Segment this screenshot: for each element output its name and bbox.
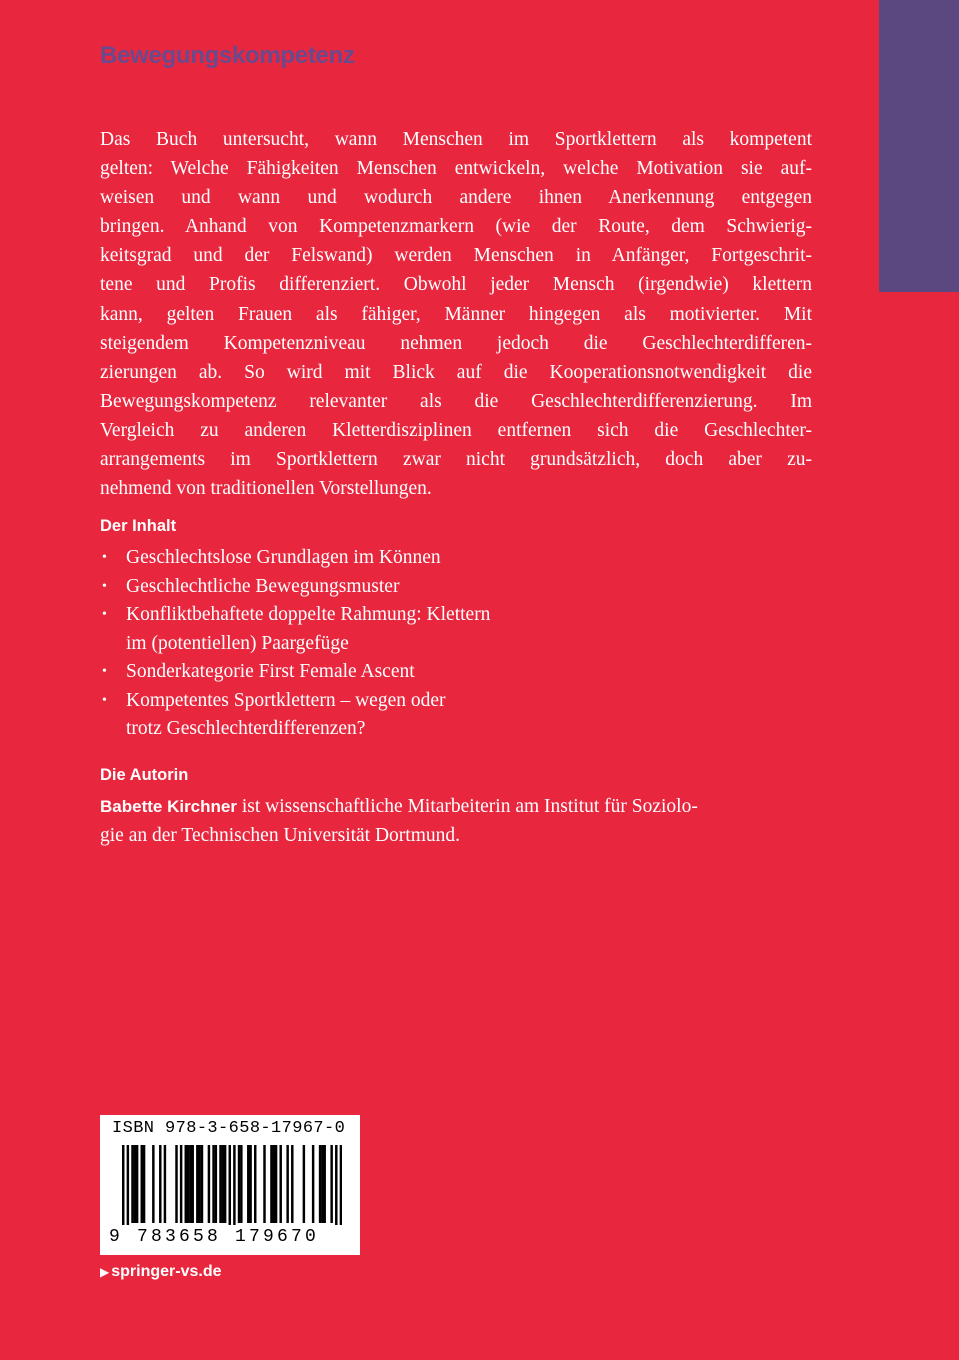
book-title: Bewegungskompetenz bbox=[100, 42, 355, 69]
barcode-bar bbox=[279, 1145, 281, 1223]
barcode-bar bbox=[321, 1145, 323, 1223]
book-description bbox=[100, 125, 812, 503]
barcode-bar bbox=[131, 1145, 133, 1223]
barcode-bar bbox=[143, 1145, 145, 1223]
barcode-bar bbox=[247, 1145, 249, 1223]
author-bio-text-1: ist wissenschaftliche Mitarbeiterin am Institut für Soziolo- bbox=[236, 796, 698, 817]
barcode-bar bbox=[312, 1145, 314, 1223]
barcode-bar bbox=[323, 1145, 325, 1223]
barcode-bar bbox=[127, 1145, 129, 1225]
contents-item bbox=[100, 573, 660, 602]
contents-item-line: im (potentiellen) Paargefüge bbox=[126, 632, 349, 654]
barcode-bar bbox=[319, 1145, 321, 1223]
barcode-bar bbox=[208, 1145, 210, 1223]
publisher-url: springer-vs.de bbox=[111, 1263, 222, 1280]
barcode-bar bbox=[134, 1145, 136, 1223]
bullet-icon: • bbox=[102, 664, 107, 679]
isbn-label: ISBN 978-3-658-17967-0 bbox=[112, 1119, 346, 1138]
description-line: steigendem Kompetenzniveau nehmen jedoch die Geschlechterdifferen- bbox=[100, 332, 812, 354]
barcode-bar bbox=[340, 1145, 342, 1225]
contents-item bbox=[100, 601, 660, 658]
author-heading: Die Autorin bbox=[100, 766, 189, 784]
barcode-bar bbox=[330, 1145, 332, 1223]
barcode-bar bbox=[233, 1145, 235, 1225]
author-bio bbox=[100, 792, 812, 850]
barcode-bar bbox=[159, 1145, 161, 1223]
description-line: Vergleich zu anderen Kletterdisziplinen entfernen sich die Geschlechter- bbox=[100, 419, 812, 441]
description-line: bringen. Anhand von Kompetenzmarkern (wie der Route, dem Schwierig- bbox=[100, 216, 812, 238]
bullet-icon: • bbox=[102, 607, 107, 622]
barcode-bar bbox=[275, 1145, 277, 1223]
contents-item-line: Geschlechtliche Bewegungsmuster bbox=[126, 575, 400, 597]
barcode-bar bbox=[180, 1145, 182, 1223]
contents-item bbox=[100, 544, 660, 573]
isbn-barcode-box bbox=[100, 1115, 360, 1255]
contents-item bbox=[100, 658, 660, 687]
description-line: keitsgrad und der Felswand) werden Menschen in Anfänger, Fortgeschrit- bbox=[100, 245, 812, 267]
barcode-bar bbox=[191, 1145, 193, 1223]
barcode-bar bbox=[212, 1145, 214, 1223]
contents-item-line: Kompetentes Sportklettern – wegen oder bbox=[126, 689, 446, 711]
barcode-bar bbox=[240, 1145, 242, 1223]
barcode-bar bbox=[219, 1145, 221, 1223]
barcode-bar bbox=[249, 1145, 251, 1223]
barcode-bar bbox=[254, 1145, 256, 1223]
description-line: nehmend von traditionellen Vorstellungen. bbox=[100, 478, 432, 500]
barcode-bar bbox=[224, 1145, 226, 1223]
barcode-bar bbox=[164, 1145, 166, 1223]
description-line: kann, gelten Frauen als fähiger, Männer hingegen als motivierter. Mit bbox=[100, 303, 812, 325]
description-line: Das Buch untersucht, wann Menschen im Sportklettern als kompetent bbox=[100, 129, 812, 150]
contents-list bbox=[100, 544, 660, 744]
description-line: tene und Profis differenziert. Obwohl jeder Mensch (irgendwie) klettern bbox=[100, 274, 812, 296]
barcode-bar bbox=[141, 1145, 143, 1223]
barcode-bar bbox=[263, 1145, 265, 1223]
description-line: arrangements im Sportklettern zwar nicht grundsätzlich, doch aber zu- bbox=[100, 449, 812, 471]
barcode-bar bbox=[335, 1145, 337, 1225]
author-name: Babette Kirchner bbox=[100, 797, 237, 816]
contents-item bbox=[100, 687, 660, 744]
isbn-digits: 9 783658 179670 bbox=[109, 1227, 320, 1247]
publisher-link[interactable] bbox=[100, 1263, 222, 1281]
barcode-bar bbox=[175, 1145, 177, 1223]
description-line: Bewegungskompetenz relevanter als die Geschlechterdifferenzierung. Im bbox=[100, 390, 812, 412]
barcode-bar bbox=[222, 1145, 224, 1223]
barcode-bar bbox=[198, 1145, 200, 1223]
contents-heading: Der Inhalt bbox=[100, 517, 177, 535]
barcode-bar bbox=[238, 1145, 240, 1223]
barcode-bar bbox=[273, 1145, 275, 1223]
side-color-band bbox=[879, 0, 959, 292]
barcode-bar bbox=[286, 1145, 288, 1223]
contents-item-line: trotz Geschlechterdifferenzen? bbox=[126, 718, 366, 739]
barcode-bar bbox=[303, 1145, 305, 1223]
barcode-bar bbox=[136, 1145, 138, 1223]
bullet-icon: • bbox=[102, 692, 107, 708]
contents-item-line: Sonderkategorie First Female Ascent bbox=[126, 661, 415, 682]
barcode-bar bbox=[201, 1145, 203, 1223]
barcode-bar bbox=[270, 1145, 272, 1223]
description-line: zierungen ab. So wird mit Blick auf die Kooperationsnotwendigkeit die bbox=[100, 361, 812, 383]
arrow-right-icon: ▶ bbox=[100, 1265, 110, 1279]
contents-item-line: Geschlechtslose Grundlagen im Können bbox=[126, 547, 441, 568]
contents-item-line: Konfliktbehaftete doppelte Rahmung: Klettern bbox=[126, 604, 491, 625]
barcode-bar bbox=[185, 1145, 187, 1223]
bullet-icon: • bbox=[102, 550, 107, 565]
barcode-bar bbox=[291, 1145, 293, 1223]
barcode-bar bbox=[196, 1145, 198, 1223]
barcode-bar bbox=[229, 1145, 231, 1225]
barcode-icon bbox=[122, 1145, 342, 1225]
author-bio-line-1 bbox=[100, 792, 812, 821]
bullet-icon: • bbox=[102, 578, 107, 594]
barcode-bar bbox=[215, 1145, 217, 1223]
barcode-bar bbox=[187, 1145, 189, 1223]
author-bio-line-2: gie an der Technischen Universität Dortmund. bbox=[100, 825, 461, 846]
barcode-bar bbox=[152, 1145, 154, 1223]
description-line: weisen und wann und wodurch andere ihnen Anerkennung entgegen bbox=[100, 187, 812, 209]
barcode-bar bbox=[122, 1145, 124, 1225]
barcode-bar bbox=[189, 1145, 191, 1223]
description-line: gelten: Welche Fähigkeiten Menschen entwickeln, welche Motivation sie auf- bbox=[100, 158, 812, 180]
